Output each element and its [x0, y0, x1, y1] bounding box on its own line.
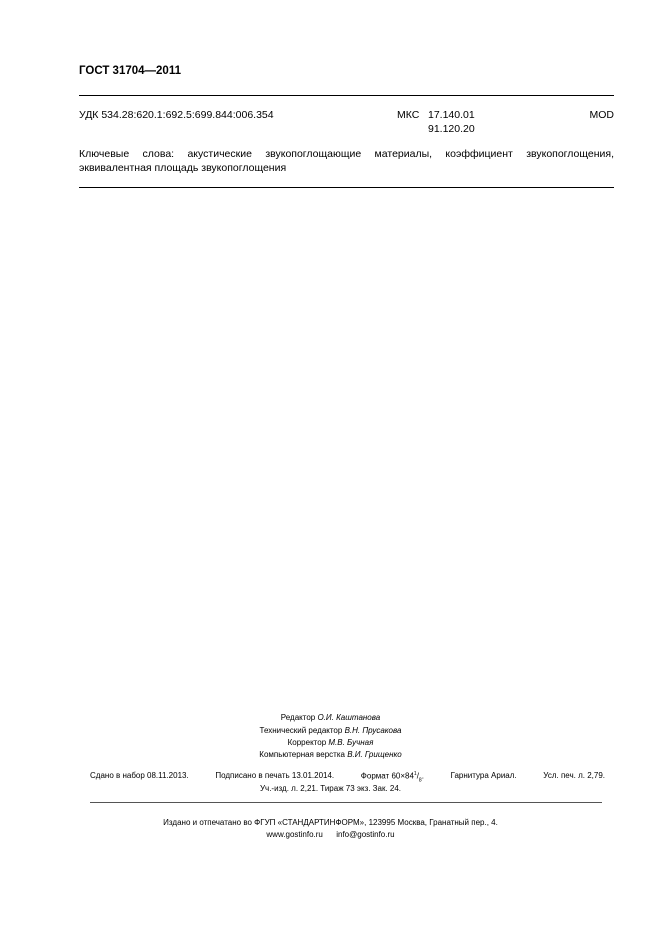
mks-code: 17.140.01: [428, 109, 475, 121]
credit-proofreader: Корректор М.В. Бучная: [287, 738, 374, 747]
imprint-rule: [90, 802, 602, 803]
typeface: Гарнитура Ариал.: [450, 771, 517, 780]
email-link[interactable]: info@gostinfo.ru: [336, 830, 395, 839]
publisher-line: Издано и отпечатано во ФГУП «СТАНДАРТИНФОРМ», 123995 Москва, Гранатный пер., 4.: [163, 818, 498, 827]
top-rule: [79, 95, 614, 96]
mks-label: МКС: [397, 109, 420, 121]
publisher-contacts: [0, 830, 661, 839]
mod-marker: MOD: [589, 109, 614, 121]
keywords-rule: [79, 187, 614, 188]
signed-date: Подписано в печать 13.01.2014.: [215, 771, 335, 780]
credit-tech-editor: Технический редактор В.Н. Прусакова: [259, 726, 402, 735]
mks-code: 91.120.20: [428, 123, 475, 135]
print-sheets: Усл. печ. л. 2,79.: [543, 771, 605, 780]
format: Формат $60\times 84^1/_8$.: [360, 771, 424, 784]
imprint-line: [90, 771, 605, 783]
imprint-line-2: Уч.-изд. л. 2,21. Тираж 73 экз. Зак. 24.: [259, 784, 402, 793]
keywords-paragraph: Ключевые слова: акустические звукопоглощающие материалы, коэффициент звукопоглощения, эквивалентная площадь звукопоглощения: [79, 148, 614, 174]
standard-designation: ГОСТ 31704—2011: [79, 65, 181, 77]
udk-code: УДК 534.28:620.1:692.5:699.844:006.354: [79, 109, 274, 121]
submitted-date: Сдано в набор 08.11.2013.: [90, 771, 189, 780]
credit-layout: Компьютерная верстка В.И. Грищенко: [259, 750, 402, 759]
website-link[interactable]: www.gostinfo.ru: [266, 830, 323, 839]
credit-editor: Редактор О.И. Каштанова: [280, 713, 381, 722]
